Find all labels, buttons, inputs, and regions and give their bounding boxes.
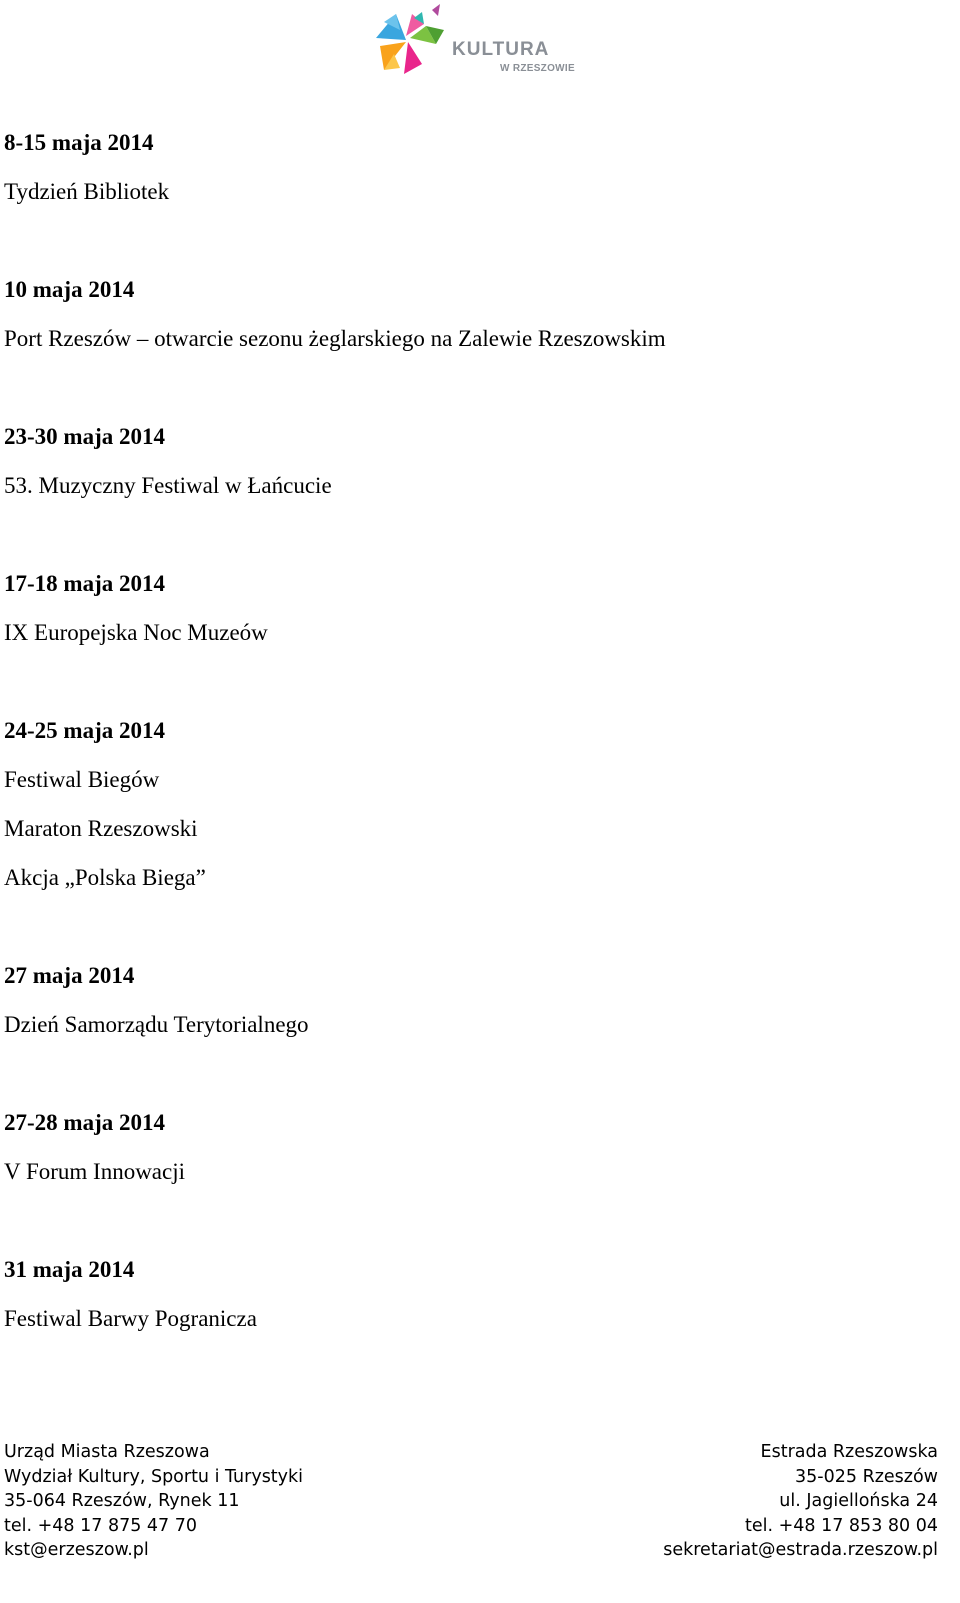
event-date: 23-30 maja 2014 <box>4 424 165 449</box>
phone: tel. +48 17 875 47 70 <box>4 1515 198 1536</box>
department-name: Wydział Kultury, Sportu i Turystyki <box>4 1466 304 1487</box>
logo-wordmark: KULTURA <box>452 39 550 60</box>
event-title: Port Rzeszów – otwarcie sezonu żeglarskiego na Zalewie Rzeszowskim <box>4 326 666 351</box>
event-date: 27-28 maja 2014 <box>4 1110 165 1135</box>
logo-subtitle: W RZESZOWIE <box>500 63 575 74</box>
org-name: Urząd Miasta Rzeszowa <box>4 1442 210 1462</box>
kultura-logo <box>374 2 584 78</box>
event-title: Festiwal Biegów <box>4 767 160 792</box>
event-item <box>4 118 944 216</box>
org-name: Estrada Rzeszowska <box>760 1442 938 1462</box>
event-title: Dzień Samorządu Terytorialnego <box>4 1012 309 1037</box>
pinwheel-icon <box>374 2 452 78</box>
address: ul. Jagiellońska 24 <box>779 1491 938 1511</box>
events-list <box>4 118 944 1392</box>
logo-petal-magenta <box>404 42 422 74</box>
event-item <box>4 1245 944 1343</box>
event-title: V Forum Innowacji <box>4 1159 186 1184</box>
event-item <box>4 951 944 1049</box>
email: sekretariat@estrada.rzeszow.pl <box>663 1540 938 1560</box>
event-date: 31 maja 2014 <box>4 1257 135 1282</box>
footer-contact-estrada <box>663 1440 938 1563</box>
event-item <box>4 1098 944 1196</box>
address: 35-064 Rzeszów, Rynek 11 <box>4 1491 240 1511</box>
event-date: 10 maja 2014 <box>4 277 135 302</box>
event-date: 17-18 maja 2014 <box>4 571 165 596</box>
event-title: IX Europejska Noc Muzeów <box>4 620 268 645</box>
footer-contact-city-hall <box>4 1440 303 1563</box>
event-date: 27 maja 2014 <box>4 963 135 988</box>
email: kst@erzeszow.pl <box>4 1540 149 1560</box>
event-item <box>4 412 944 510</box>
event-date: 8-15 maja 2014 <box>4 130 154 155</box>
logo-petal-purple <box>432 4 440 16</box>
phone: tel. +48 17 853 80 04 <box>744 1515 938 1536</box>
event-item <box>4 265 944 363</box>
event-item <box>4 706 944 902</box>
event-title: 53. Muzyczny Festiwal w Łańcucie <box>4 473 332 498</box>
event-title: Maraton Rzeszowski <box>4 816 198 841</box>
event-title: Tydzień Bibliotek <box>4 179 170 204</box>
event-date: 24-25 maja 2014 <box>4 718 165 743</box>
event-title: Festiwal Barwy Pogranicza <box>4 1306 257 1331</box>
event-item <box>4 559 944 657</box>
postal-code: 35-025 Rzeszów <box>795 1466 938 1487</box>
event-title: Akcja „Polska Biega” <box>4 865 206 890</box>
